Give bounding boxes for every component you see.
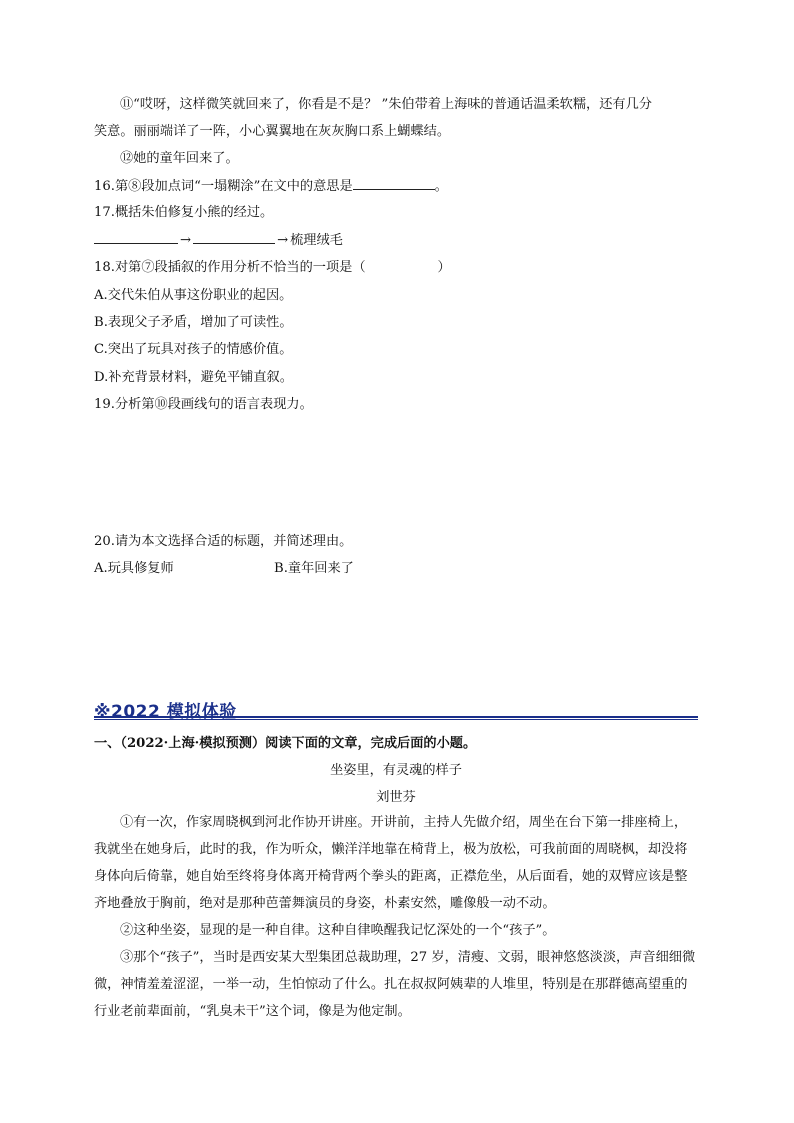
article-author: 刘世芬: [376, 790, 416, 805]
question-18: [94, 259, 451, 277]
answer-blank[interactable]: [94, 231, 178, 244]
section-divider-thin: [94, 719, 698, 720]
arrow-icon: →: [180, 233, 192, 248]
section-divider: [94, 716, 698, 718]
answer-blank[interactable]: [353, 177, 435, 190]
section-title: ※2022 模拟体验: [94, 702, 237, 722]
paragraph-12: ⑫她的童年回来了。: [120, 151, 239, 166]
question-20-option-b: B.童年回来了: [274, 561, 354, 576]
question-17-answer-row: [94, 231, 343, 250]
option-d: D.补充背景材料，避免平铺直叙。: [94, 370, 293, 385]
question-20-option-a: A.玩具修复师: [94, 561, 174, 576]
question-18-text: 18.对第⑦段插叙的作用分析不恰当的一项是（: [94, 260, 366, 275]
option-c: C.突出了玩具对孩子的情感价值。: [94, 342, 293, 357]
option-b: B.表现父子矛盾，增加了可读性。: [94, 315, 293, 330]
question-18-close: ）: [437, 260, 451, 275]
article-paragraph-2: [94, 917, 698, 944]
article-paragraph-3-text: ③那个“孩子”，当时是西安某大型集团总裁助理，27 岁，清瘦、文弱，眼神悠悠淡淡，声音细细微微，神情羞羞涩涩，一举一动，生怕惊动了什么。扎在叔叔阿姨辈的人堆里，特别是在那群德高望重的行业老前辈面前，“乳臭未干”这个词，像是为他定制。: [94, 950, 696, 1019]
question-17: 17.概括朱伯修复小熊的经过。: [94, 205, 274, 220]
question-16-text: 16.第⑧段加点词“一塌糊涂”在文中的意思是: [94, 179, 353, 194]
article-paragraph-2-text: ②这种坐姿，显现的是一种自律。这种自律唤醒我记忆深处的一个“孩子”。: [120, 923, 556, 938]
article-paragraph-1-text: ①有一次，作家周晓枫到河北作协开讲座。开讲前，主持人先做介绍，周坐在台下第一排座椅上，我就坐在她身后，此时的我，作为听众，懒洋洋地靠在椅背上，极为放松，可我前面的周晓枫，却没将身体向后倚靠，她自始至终将身体离开椅背两个拳头的距离，正襟危坐，从后面看，她的双臂应该是整齐地叠放于胸前，绝对是那种芭蕾舞演员的身姿，朴素安然，雕像般一动不动。: [94, 815, 688, 911]
article-paragraph-3: [94, 944, 698, 1025]
answer-blank[interactable]: [193, 231, 275, 244]
arrow-icon: →: [277, 233, 289, 248]
paragraph-11-line-1: ⑪“哎呀，这样微笑就回来了，你看是不是？ ”朱伯带着上海味的普通话温柔软糯，还有几分: [120, 97, 652, 112]
question-19: 19.分析第⑩段画线句的语言表现力。: [94, 397, 313, 412]
paragraph-11-line-2: 笑意。丽丽端详了一阵，小心翼翼地在灰灰胸口系上蝴蝶结。: [94, 124, 451, 139]
question-16-end: 。: [434, 179, 448, 194]
question-20: 20.请为本文选择合适的标题，并简述理由。: [94, 534, 353, 549]
question-group-header: 一、（2022·上海·模拟预测）阅读下面的文章，完成后面的小题。: [94, 736, 477, 751]
question-16: [94, 177, 448, 196]
question-17-final-step: 梳理绒毛: [290, 233, 343, 248]
article-paragraph-1: [94, 809, 698, 917]
option-a: A.交代朱伯从事这份职业的起因。: [94, 288, 293, 303]
article-title: 坐姿里，有灵魂的样子: [330, 763, 462, 778]
